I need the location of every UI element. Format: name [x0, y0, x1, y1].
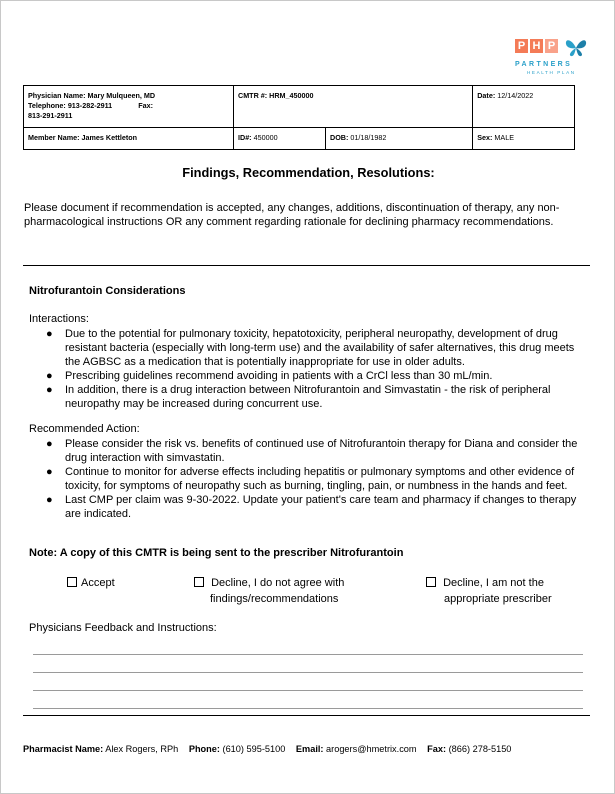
list-item-text: Please consider the risk vs. benefits of continued use of Nitrofurantoin therapy for Diana and consider the drug interaction with simvastatin.	[65, 438, 578, 464]
logo-letter-p: P	[515, 39, 528, 53]
logo-letter-p2: P	[545, 39, 558, 53]
bullet: ●	[46, 370, 53, 382]
logo-letter-h: H	[530, 39, 543, 53]
logo-partners-text: PARTNERS	[515, 61, 573, 68]
decline-not-prescriber-checkbox[interactable]	[426, 577, 436, 587]
pharmacist-label: Pharmacist Name:	[23, 744, 104, 754]
id-cell	[234, 128, 326, 150]
list-item	[29, 383, 589, 411]
date-cell	[473, 86, 575, 128]
accept-option[interactable]	[67, 575, 115, 591]
dob-value: 01/18/1982	[350, 133, 387, 142]
cmtr-cell	[234, 86, 473, 128]
list-item	[29, 437, 589, 465]
footer-fax-label: Fax:	[427, 744, 447, 754]
list-item-text: Prescribing guidelines recommend avoiding in patients with a CrCl less than 30 mL/min.	[65, 370, 493, 382]
prescriber-note: Note: A copy of this CMTR is being sent to the prescriber Nitrofurantoin	[29, 547, 404, 559]
decline-not-prescriber-label-1: Decline, I am not the	[443, 577, 544, 589]
cmtr-value: HRM_450000	[269, 91, 314, 100]
telephone-label: Telephone:	[28, 101, 66, 110]
dob-label: DOB:	[330, 133, 349, 142]
bullet: ●	[46, 466, 53, 478]
decline-disagree-checkbox[interactable]	[194, 577, 204, 587]
list-item	[29, 465, 589, 493]
header-table	[23, 85, 575, 150]
fax-value: 813-291-2911	[28, 111, 73, 120]
physician-cell	[24, 86, 234, 128]
list-item-text: Continue to monitor for adverse effects including hepatitis or pulmonary symptoms and other evidence of toxicity, for symptoms of neuropathy such as burning, tingling, pain, or numbness in the hands and feet.	[65, 466, 575, 492]
pharmacist-value: Alex Rogers, RPh	[105, 744, 179, 754]
list-item-text: In addition, there is a drug interaction between Nitrofurantoin and Simvastatin - the risk of peripheral neuropathy may be increased during concurrent use.	[65, 384, 551, 410]
sex-cell	[473, 128, 575, 150]
decline-not-prescriber-option[interactable]	[426, 575, 552, 607]
email-value[interactable]: arogers@hmetrix.com	[326, 744, 417, 754]
recommended-label: Recommended Action:	[29, 423, 140, 435]
member-cell	[24, 128, 234, 150]
bullet: ●	[46, 494, 53, 506]
interactions-list	[29, 327, 589, 411]
accept-checkbox[interactable]	[67, 577, 77, 587]
date-value: 12/14/2022	[497, 91, 534, 100]
php-logo	[515, 39, 589, 85]
bullet: ●	[46, 384, 53, 396]
bullet: ●	[46, 328, 53, 340]
decline-disagree-option[interactable]	[194, 575, 344, 607]
list-item	[29, 327, 589, 369]
phone-value: (610) 595-5100	[222, 744, 286, 754]
decline-disagree-label-1: Decline, I do not agree with	[211, 577, 345, 589]
feedback-line[interactable]	[33, 708, 583, 709]
accept-label: Accept	[81, 577, 115, 589]
recommended-list	[29, 437, 589, 521]
member-value: James Kettleton	[81, 133, 138, 142]
logo-health-plan-text: HEALTH PLAN	[527, 70, 576, 75]
cmtr-label: CMTR #:	[238, 91, 268, 100]
list-item-text: Due to the potential for pulmonary toxicity, hepatotoxicity, peripheral neuropathy, development of drug resistant bacteria (especially with long-term use) and the availability of safer alternatives, this drug meets the AGBSC as a medication that is potentially inappropriate for use in older adults.	[65, 328, 575, 368]
telephone-value: 913-282-2911	[67, 101, 113, 110]
divider-top	[23, 265, 590, 266]
bullet: ●	[46, 438, 53, 450]
dob-cell	[326, 128, 473, 150]
instructions-text: Please document if recommendation is accepted, any changes, additions, discontinuation of therapy, any non-pharmacological instructions OR any comment regarding rationale for declining pharmacy recommendations.	[24, 202, 560, 228]
feedback-line[interactable]	[33, 654, 583, 655]
date-label: Date:	[477, 91, 496, 100]
email-label: Email:	[295, 744, 324, 754]
decline-not-prescriber-label-2: appropriate prescriber	[444, 593, 552, 605]
physician-label: Physician Name:	[28, 91, 86, 100]
page-title: Findings, Recommendation, Resolutions:	[182, 165, 435, 180]
sex-label: Sex:	[477, 133, 493, 142]
feedback-line[interactable]	[33, 672, 583, 673]
list-item-text: Last CMP per claim was 9-30-2022. Update your patient's care team and pharmacy if changes to therapy are indicated.	[65, 494, 577, 520]
fax-label: Fax:	[138, 101, 153, 110]
member-label: Member Name:	[28, 133, 80, 142]
decline-disagree-label-2: findings/recommendations	[210, 593, 339, 605]
sex-value: MALE	[494, 133, 514, 142]
phone-label: Phone:	[188, 744, 220, 754]
pharmacist-footer	[23, 744, 511, 754]
list-item	[29, 493, 589, 521]
physician-value: Mary Mulqueen, MD	[87, 91, 156, 100]
section-heading: Nitrofurantoin Considerations	[29, 285, 186, 297]
id-value: 450000	[253, 133, 278, 142]
feedback-label: Physicians Feedback and Instructions:	[29, 622, 217, 634]
list-item	[29, 369, 589, 383]
butterfly-icon	[563, 37, 589, 59]
footer-fax-value: (866) 278-5150	[448, 744, 512, 754]
interactions-label: Interactions:	[29, 313, 89, 325]
divider-bottom	[23, 715, 590, 716]
feedback-line[interactable]	[33, 690, 583, 691]
id-label: ID#:	[238, 133, 252, 142]
